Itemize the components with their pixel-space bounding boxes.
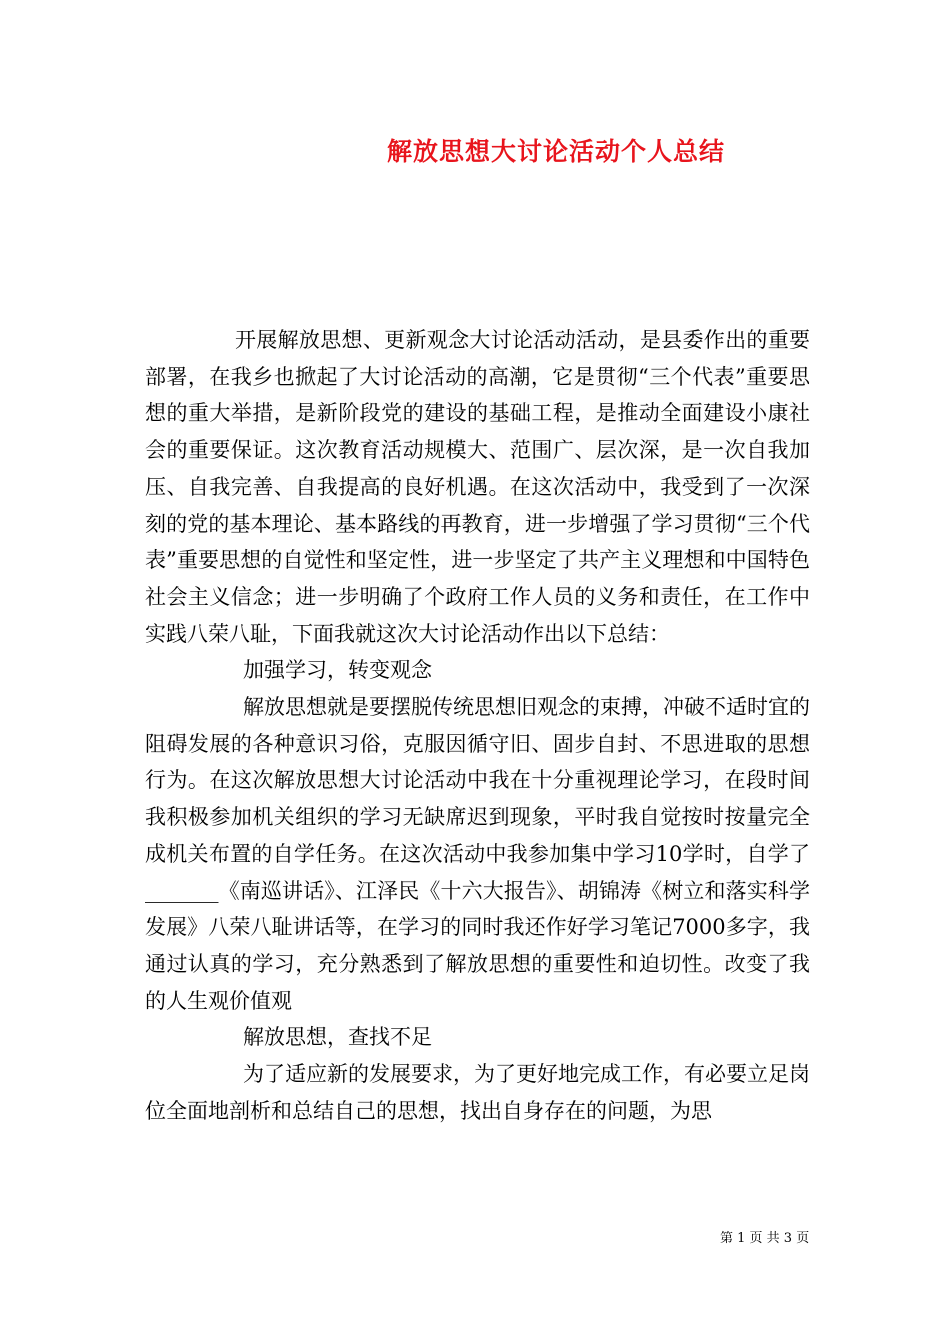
section-heading-shortcomings: 解放思想，查找不足 (243, 1025, 432, 1050)
document-title: 解放思想大讨论活动个人总结 (386, 137, 725, 166)
document-body (145, 322, 810, 1129)
intro-paragraph: 开展解放思想、更新观念大讨论活动活动，是县委作出的重要部署，在我乡也掀起了大讨论活动的高潮，它是贯彻“三个代表”重要思想的重大举措，是新阶段党的建设的基础工程，是推动全面建设小康社会的重要保证。这次教育活动规模大、范围广、层次深，是一次自我加压、自我完善、自我提高的良好机遇。在这次活动中，我受到了一次深刻的党的基本理论、基本路线的再教育，进一步增强了学习贯彻“三个代表”重要思想的自觉性和坚定性，进一步坚定了共产主义理想和中国特色社会主义信念；进一步明确了个政府工作人员的义务和责任，在工作中实践八荣八耻，下面我就这次大讨论活动作出以下总结： (145, 328, 810, 646)
section-heading-study: 加强学习，转变观念 (243, 658, 432, 683)
shortcomings-paragraph: 为了适应新的发展要求，为了更好地完成工作，有必要立足岗位全面地剖析和总结自己的思想，找出自身存在的问题，为思 (145, 1062, 810, 1123)
page-number: 第 1 页 共 3 页 (720, 1231, 810, 1246)
study-paragraph: 解放思想就是要摆脱传统思想旧观念的束搏，冲破不适时宜的阻碍发展的各种意识习俗，克服因循守旧、固步自封、不思进取的思想行为。在这次解放思想大讨论活动中我在十分重视理论学习，在段时间我积极参加机关组织的学习无缺席迟到现象，平时我自觉按时按量完全成机关布置的自学任务。在这次活动中我参加集中学习10学时，自学了_______《南巡讲话》、江泽民《十六大报告》、胡锦涛《树立和落实科学发展》八荣八耻讲话等，在学习的同时我还作好学习笔记7000多字，我通过认真的学习，充分熟悉到了解放思想的重要性和迫切性。改变了我的人生观价值观 (145, 695, 810, 1013)
